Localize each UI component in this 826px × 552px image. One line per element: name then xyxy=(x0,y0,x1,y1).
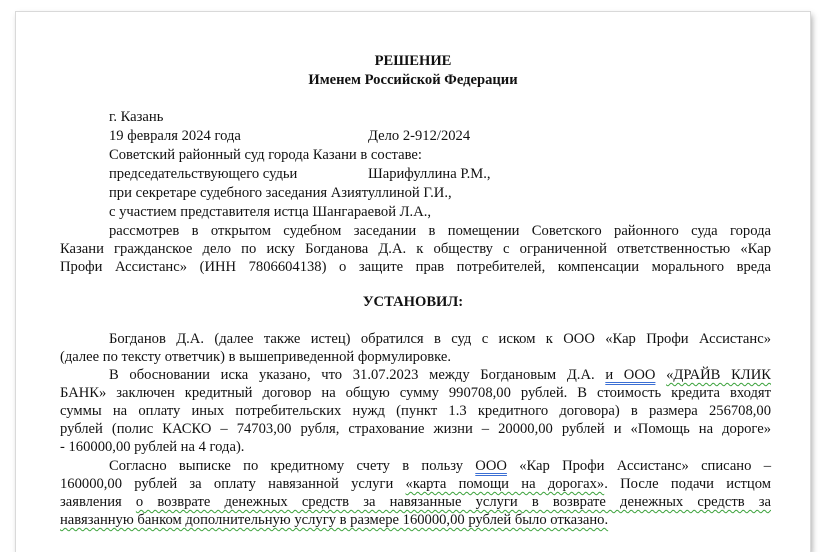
para2-line-4: рублей (полис КАСКО – 74703,00 рубля, страхование жизни – 20000,00 рублей и «Помощь на дороге» xyxy=(60,421,771,437)
para3-text-b: ООО xyxy=(475,458,507,474)
paragraph-2 xyxy=(60,366,771,456)
para3-l2-a: 160000,00 рублей за оплату навязанной услуги xyxy=(60,476,406,492)
para3-line-1 xyxy=(60,457,771,475)
para2-line-2: БАНК» заключен кредитный договор на общую сумму 990708,00 рублей. В стоимость кредита входят xyxy=(60,385,771,401)
court-line: Советский районный суд города Казани в составе: xyxy=(109,147,422,163)
intro-line-1: рассмотрев в открытом судебном заседании в помещении Советского районного суда города xyxy=(109,223,771,239)
para3-line-4: навязанную банком дополнительную услугу в размере 160000,00 рублей было отказано. xyxy=(60,512,609,528)
secretary-line: при секретаре судебного заседания Азиятуллиной Г.И., xyxy=(109,185,452,201)
document-page[interactable] xyxy=(16,12,810,552)
para2-text-c xyxy=(655,367,666,383)
para3-line-2 xyxy=(60,475,771,493)
section-heading: УСТАНОВИЛ: xyxy=(362,294,464,310)
para2-line-5: - 160000,00 рублей на 4 года). xyxy=(60,439,245,455)
para2-line-3: суммы на оплату иных потребительских нужд (пункт 1.3 кредитного договора) в размера 256708,00 xyxy=(60,403,771,419)
intro-line-3: Профи Ассистанс» (ИНН 7806604138) о защите прав потребителей, компенсации морального вреда xyxy=(60,259,771,275)
intro-line-2: Казани гражданское дело по иску Богданова Д.А. к обществу с ограниченной ответственностью «Кар xyxy=(60,241,771,257)
para2-text-d: «ДРАЙВ КЛИК xyxy=(666,367,771,383)
para2-text-b: и ООО xyxy=(605,367,656,383)
para3-text-c: «Кар Профи Ассистанс» списано – xyxy=(506,458,771,474)
para3-l2-b: «карта помощи на дорогах» xyxy=(405,476,605,492)
participant-line: с участием представителя истца Шангараевой Л.А., xyxy=(109,204,432,220)
date-line: 19 февраля 2024 года xyxy=(109,128,241,144)
para2-text-a: В обосновании иска указано, что 31.07.2023 между Богдановым Д.А. xyxy=(109,367,606,383)
judge-name: Шарифуллина Р.М., xyxy=(368,166,491,182)
city-line: г. Казань xyxy=(109,109,164,125)
para3-line-3 xyxy=(60,493,771,511)
judge-label: председательствующего судьи xyxy=(109,166,298,182)
para1-line-2: (далее по тексту ответчик) в вышеприведенной формулировке. xyxy=(60,349,451,365)
para1-line-1: Богданов Д.А. (далее также истец) обратился в суд с иском к ООО «Кар Профи Ассистанс» xyxy=(109,331,771,347)
paragraph-1 xyxy=(60,330,771,366)
paragraph-3 xyxy=(60,457,771,529)
case-number: Дело 2-912/2024 xyxy=(368,128,471,144)
document-title: РЕШЕНИЕ xyxy=(374,53,452,69)
para3-text-a: Согласно выписке по кредитному счету в пользу xyxy=(109,458,476,474)
para3-l3-b: о возврате денежных средств за навязанные услуги в возврате денежных средств за xyxy=(135,494,771,510)
document-subtitle: Именем Российской Федерации xyxy=(308,72,518,88)
para2-line-1 xyxy=(60,366,771,384)
intro-paragraph xyxy=(60,222,771,276)
para3-l3-a: заявления xyxy=(60,494,136,510)
para3-l2-c: . После подачи истцом xyxy=(604,476,771,492)
